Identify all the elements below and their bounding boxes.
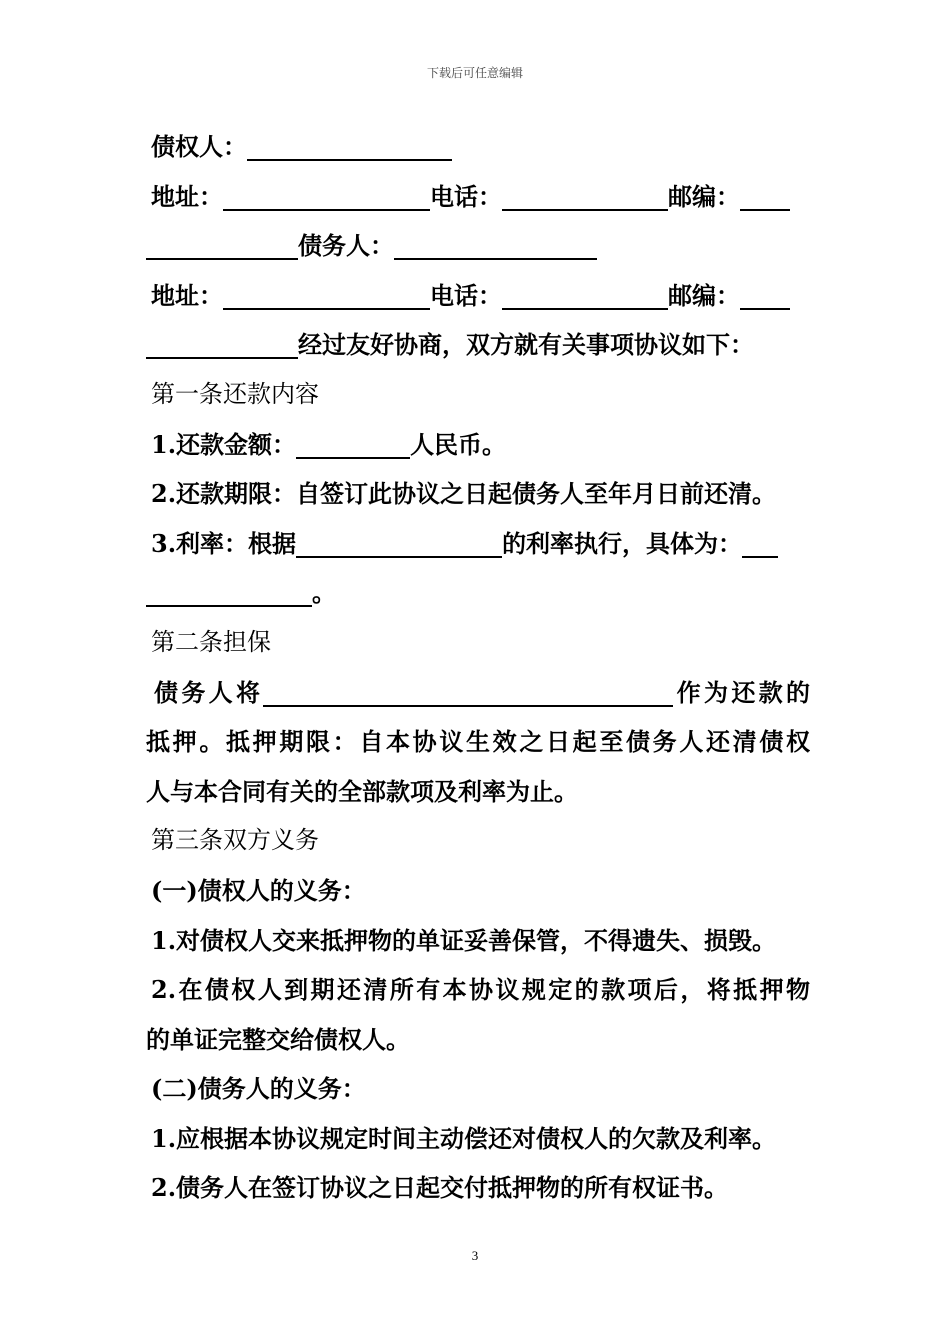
debtor-blank [394, 232, 597, 260]
address-label: 地址： [151, 280, 223, 310]
address-blank [223, 183, 430, 211]
debtor-line [146, 221, 810, 271]
rate-label: 3.利率：根据 [151, 528, 297, 558]
phone-blank [502, 282, 668, 310]
debtor-label: 债务人： [298, 231, 394, 261]
collateral-blank [263, 679, 673, 707]
address-label: 地址： [151, 181, 223, 211]
article3-title: 第三条双方义务 [151, 826, 319, 855]
collateral-line-1 [146, 668, 810, 718]
collateral-suffix: 作为还款的 [673, 677, 810, 707]
postcode-label: 邮编： [668, 280, 740, 310]
page-header: 下载后可任意编辑 [426, 66, 523, 80]
creditor-duty-1: 1.对债权人交来抵押物的单证妥善保管，不得遗失、损毁。 [151, 925, 777, 955]
phone-label: 电话： [430, 181, 502, 211]
amount-unit: 人民币。 [410, 429, 507, 459]
postcode-blank [740, 282, 790, 310]
debtor-duty-2: 2.债务人在签订协议之日起交付抵押物的所有权证书。 [151, 1173, 729, 1203]
postcode-blank [740, 183, 790, 211]
interest-rate-line [146, 519, 810, 569]
creditor-address-line [146, 172, 810, 222]
amount-label: 1.还款金额： [151, 429, 297, 459]
postcode-blank-continued [146, 331, 298, 359]
page-number: 3 [471, 1248, 479, 1263]
creditor-duties-title: (一)债权人的义务： [151, 875, 366, 905]
postcode-label: 邮编： [668, 181, 740, 211]
document-body [146, 122, 810, 1213]
phone-blank [502, 183, 668, 211]
rate-end: 。 [312, 578, 336, 608]
phone-label: 电话： [430, 280, 502, 310]
amount-blank [296, 431, 410, 459]
collateral-line-2: 抵押。抵押期限：自本协议生效之日起至债务人还清债权 [146, 727, 810, 757]
postcode-blank-continued [146, 232, 298, 260]
creditor-blank [247, 133, 452, 161]
negotiation-text: 经过友好协商，双方就有关事项协议如下： [298, 330, 754, 360]
creditor-duty-2-line-2: 的单证完整交给债权人。 [146, 1024, 410, 1054]
address-blank [223, 282, 430, 310]
repayment-term-line: 2.还款期限：自签订此协议之日起债务人至年月日前还清。 [151, 479, 777, 509]
rate-mid-text: 的利率执行，具体为： [502, 528, 743, 558]
interest-rate-continuation [146, 568, 810, 618]
debtor-duties-title: (二)债务人的义务： [151, 1074, 366, 1104]
debtor-address-line [146, 271, 810, 321]
debtor-duty-1: 1.应根据本协议规定时间主动偿还对债权人的欠款及利率。 [151, 1123, 777, 1153]
collateral-prefix: 债务人将 [154, 677, 264, 707]
creditor-duty-2-line-1: 2.在债权人到期还清所有本协议规定的款项后，将抵押物 [151, 975, 810, 1005]
collateral-line-3: 人与本合同有关的全部款项及利率为止。 [146, 776, 578, 806]
repayment-amount-line [146, 420, 810, 470]
article2-title: 第二条担保 [151, 627, 271, 656]
rate-detail-blank-continued [146, 579, 312, 607]
rate-basis-blank [296, 530, 502, 558]
rate-detail-blank [742, 530, 778, 558]
article1-title: 第一条还款内容 [151, 379, 319, 408]
creditor-label: 债权人： [151, 132, 247, 161]
negotiation-line [146, 320, 810, 370]
creditor-line [146, 122, 810, 172]
